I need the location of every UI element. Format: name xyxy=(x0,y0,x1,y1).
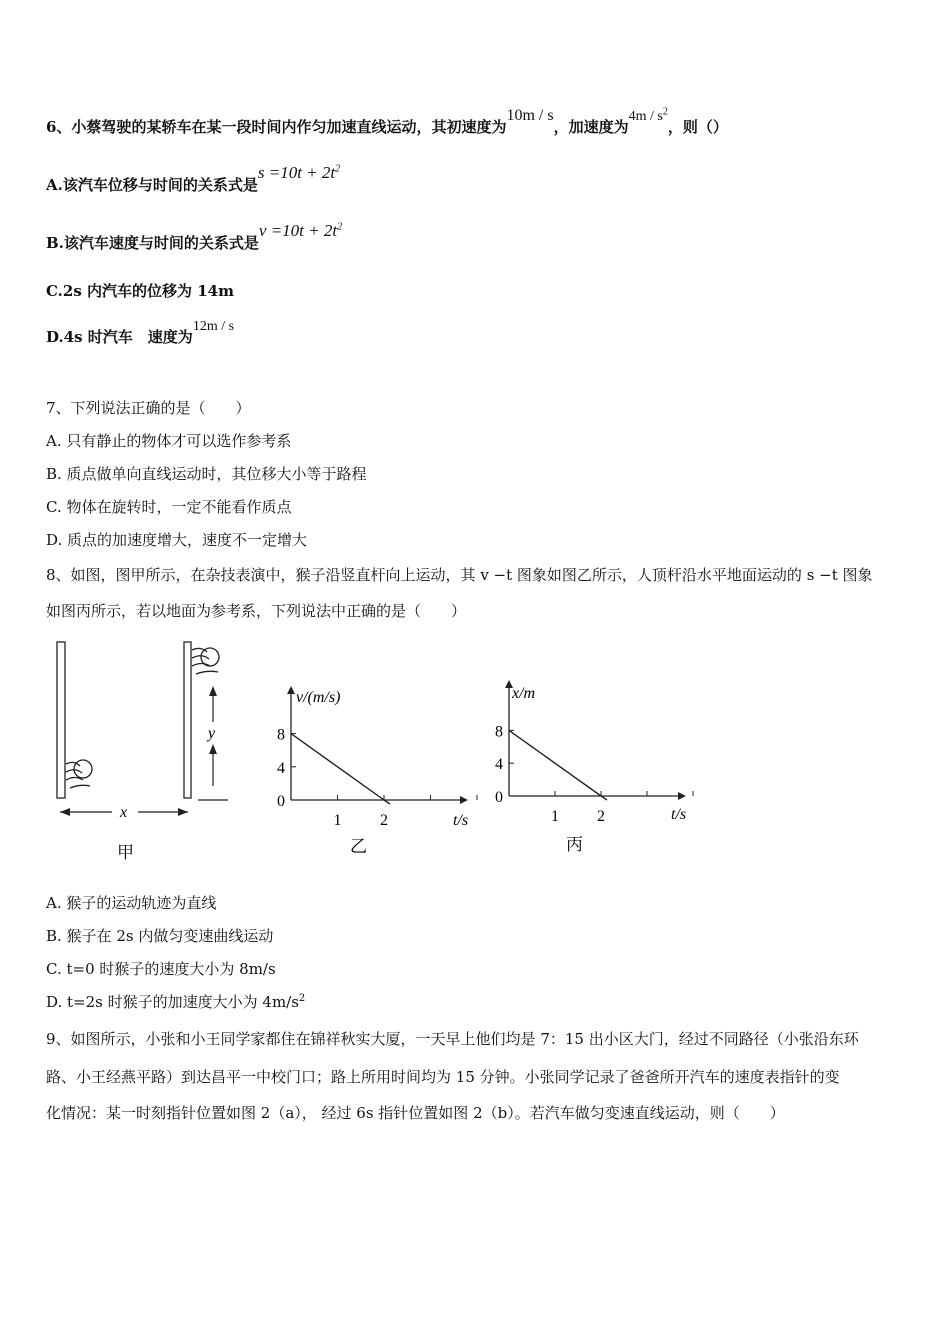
q8-option-d-exponent: 2 xyxy=(298,993,306,1004)
q6-option-a-text: A.该汽车位移与时间的关系式是 xyxy=(46,176,258,194)
chart-bing xyxy=(488,676,698,856)
q6-acc-exponent: 2 xyxy=(662,106,668,118)
q9-line1: 9、如图所示，小张和小王同学家都住在锦祥秋实大厦，一天早上他们均是 7：15 出小区大门，经过不同路径（小张沿东环 xyxy=(46,1030,859,1048)
q6-stem-a: 6、小蔡驾驶的某轿车在某一段时间内作匀加速直线运动，其初速度为 xyxy=(46,118,507,136)
yi-x-tick-label: 2 xyxy=(380,812,388,829)
q6-stem-b: ，加速度为 xyxy=(553,118,629,136)
jia-left-pole xyxy=(57,642,65,798)
q6-option-a[interactable] xyxy=(46,163,341,195)
bing-x-tick-label: 2 xyxy=(597,808,605,825)
q8-option-b[interactable]: B. 猴子在 2s 内做匀变速曲线运动 xyxy=(46,927,274,945)
q7-option-b[interactable]: B. 质点做单向直线运动时，其位移大小等于路程 xyxy=(46,465,367,483)
q6-stem xyxy=(46,106,728,137)
yi-x-axis-label: t/s xyxy=(453,812,469,829)
q6-option-c[interactable] xyxy=(46,280,234,301)
jia-y-label: y xyxy=(208,725,216,742)
chart-yi xyxy=(270,680,485,865)
q6-option-b-exponent: 2 xyxy=(337,221,343,233)
jia-x-label: x xyxy=(120,804,128,821)
q8-option-c[interactable]: C. t=0 时猴子的速度大小为 8m/s xyxy=(46,960,276,978)
q6-option-b[interactable] xyxy=(46,221,343,253)
yi-y-tick-label: 8 xyxy=(277,726,285,744)
bing-y-tick-label: 0 xyxy=(495,789,503,806)
q6-option-a-exponent: 2 xyxy=(335,163,341,175)
yi-x-tick-label: 1 xyxy=(333,812,342,829)
yi-y-axis-label: v/(m/s) xyxy=(296,689,341,706)
jia-monkey-top xyxy=(192,648,219,674)
q7-option-a[interactable]: A. 只有静止的物体才可以选作参考系 xyxy=(46,432,292,450)
q8-option-a[interactable]: A. 猴子的运动轨迹为直线 xyxy=(46,894,217,912)
bing-y-axis-label: x/m xyxy=(512,685,536,702)
bing-x-axis-label: t/s xyxy=(671,806,687,823)
jia-monkey-bottom xyxy=(66,760,92,788)
q6-acc-value: 4m / s xyxy=(628,109,663,124)
bing-y-tick-label: 4 xyxy=(495,756,503,774)
q6-option-a-formula-text: s =10t + 2t xyxy=(257,163,336,182)
bing-y-tick-label: 8 xyxy=(495,723,503,741)
jia-right-pole xyxy=(184,642,191,798)
bing-x-arrowhead xyxy=(678,792,686,800)
q6-option-b-formula-text: v =10t + 2t xyxy=(258,221,338,240)
q9-line3: 化情况：某一时刻指针位置如图 2（a）， 经过 6s 指针位置如图 2（b）。若汽车做匀变速直线运动，则（ ） xyxy=(46,1104,785,1122)
jia-caption: 甲 xyxy=(117,843,134,862)
q8-stem-line1: 8、如图，图甲所示，在杂技表演中，猴子沿竖直杆向上运动，其 v −t 图象如图乙所示，人顶杆沿水平地面运动的 s −t 图象 xyxy=(46,566,873,584)
figure-jia xyxy=(40,636,250,866)
q7-option-d[interactable]: D. 质点的加速度增大，速度不一定增大 xyxy=(46,531,308,549)
q8-stem-line2: 如图丙所示，若以地面为参考系，下列说法中正确的是（ ） xyxy=(46,602,467,620)
q8-option-d-text: D. t=2s 时猴子的加速度大小为 4m/s xyxy=(46,993,299,1011)
q6-acceleration xyxy=(628,106,668,124)
yi-x-arrowhead xyxy=(460,796,468,804)
q6-option-d-text: D.4s 时汽车 速度为 xyxy=(46,328,193,346)
q6-option-d[interactable] xyxy=(46,319,235,347)
q7-option-c[interactable]: C. 物体在旋转时，一定不能看作质点 xyxy=(46,498,292,516)
q9-line2: 路、小王经燕平路）到达昌平一中校门口；路上所用时间均为 15 分钟。小张同学记录了爸爸所开汽车的速度表指针的变 xyxy=(46,1068,840,1086)
bing-x-tick-label: 1 xyxy=(551,808,559,825)
yi-y-tick-label: 4 xyxy=(277,759,285,777)
bing-caption: 丙 xyxy=(566,835,583,854)
q6-option-a-formula xyxy=(258,163,340,182)
q6-option-d-value: 12m / s xyxy=(192,319,235,334)
bing-series-line xyxy=(509,730,601,796)
q6-option-b-text: B.该汽车速度与时间的关系式是 xyxy=(46,234,259,252)
yi-series-line xyxy=(291,734,384,800)
q6-stem-c: ，则（） xyxy=(667,118,728,136)
q6-option-b-formula xyxy=(259,221,342,240)
q6-initial-velocity: 10m / s xyxy=(506,107,554,124)
yi-y-arrowhead xyxy=(287,686,295,694)
q6-option-c-text: C.2s 内汽车的位移为 14m xyxy=(46,282,234,300)
yi-caption: 乙 xyxy=(350,837,367,856)
q7-stem: 7、下列说法正确的是（ ） xyxy=(46,399,251,417)
yi-y-tick-label: 0 xyxy=(277,793,285,810)
q8-option-d[interactable] xyxy=(46,991,305,1012)
